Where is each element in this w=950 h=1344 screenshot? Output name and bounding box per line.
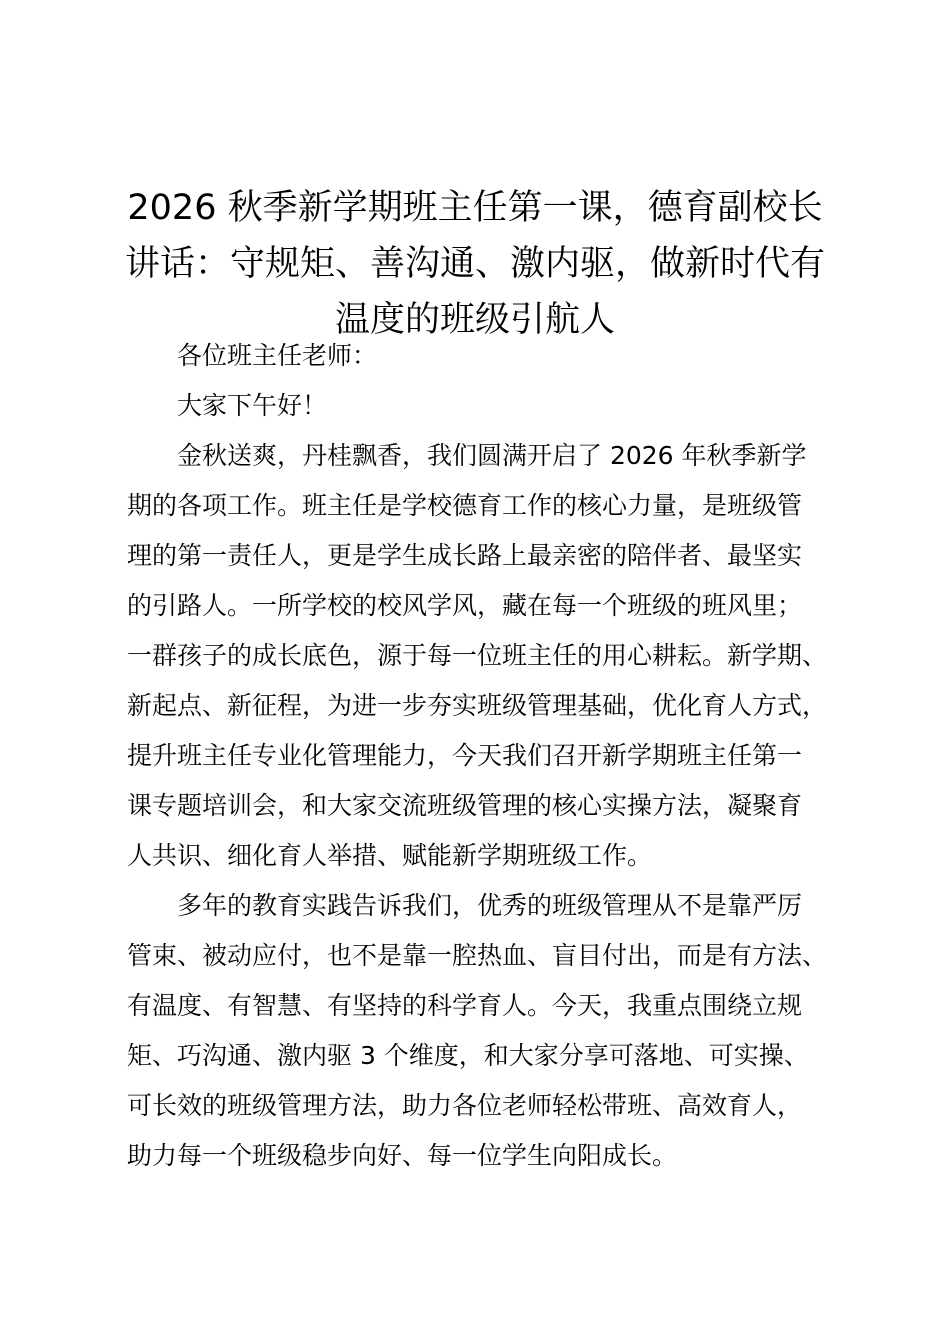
paragraph-line: 助力每一个班级稳步向好、每一位学生向阳成长。	[127, 1141, 678, 1170]
paragraph-line: 矩、巧沟通、激内驱 3 个维度，和大家分享可落地、可实操、	[127, 1041, 809, 1070]
paragraph-line: 管束、被动应付，也不是靠一腔热血、盲目付出，而是有方法、	[127, 941, 828, 970]
paragraph-1	[127, 436, 835, 876]
paragraph-line: 多年的教育实践告诉我们，优秀的班级管理从不是靠严厉	[177, 891, 803, 920]
title-line: 2026 秋季新学期班主任第一课，德育副校长	[127, 188, 823, 228]
paragraph-2	[127, 886, 835, 1176]
paragraph-line: 可长效的班级管理方法，助力各位老师轻松带班、高效育人，	[127, 1091, 803, 1120]
title-line: 温度的班级引航人	[334, 300, 615, 340]
greeting: 大家下午好！	[177, 391, 328, 420]
paragraph-line: 一群孩子的成长底色，源于每一位班主任的用心耕耘。新学期、	[127, 641, 828, 670]
paragraph-line: 金秋送爽，丹桂飘香，我们圆满开启了 2026 年秋季新学	[177, 441, 807, 470]
paragraph-line: 人共识、细化育人举措、赋能新学期班级工作。	[127, 841, 653, 870]
paragraph-line: 新起点、新征程，为进一步夯实班级管理基础，优化育人方式，	[127, 691, 828, 720]
salutation: 各位班主任老师：	[177, 341, 378, 370]
paragraph-line: 的引路人。一所学校的校风学风，藏在每一个班级的班风里；	[127, 591, 803, 620]
paragraph-line: 期的各项工作。班主任是学校德育工作的核心力量，是班级管	[127, 491, 803, 520]
document-title	[118, 180, 832, 348]
paragraph-line: 提升班主任专业化管理能力，今天我们召开新学期班主任第一	[127, 741, 803, 770]
paragraph-line: 课专题培训会，和大家交流班级管理的核心实操方法，凝聚育	[127, 791, 803, 820]
paragraph-line: 理的第一责任人，更是学生成长路上最亲密的陪伴者、最坚实	[127, 541, 803, 570]
document-body	[127, 336, 835, 1186]
paragraph-line: 有温度、有智慧、有坚持的科学育人。今天，我重点围绕立规	[127, 991, 803, 1020]
title-line: 讲话：守规矩、善沟通、激内驱，做新时代有	[124, 244, 825, 284]
